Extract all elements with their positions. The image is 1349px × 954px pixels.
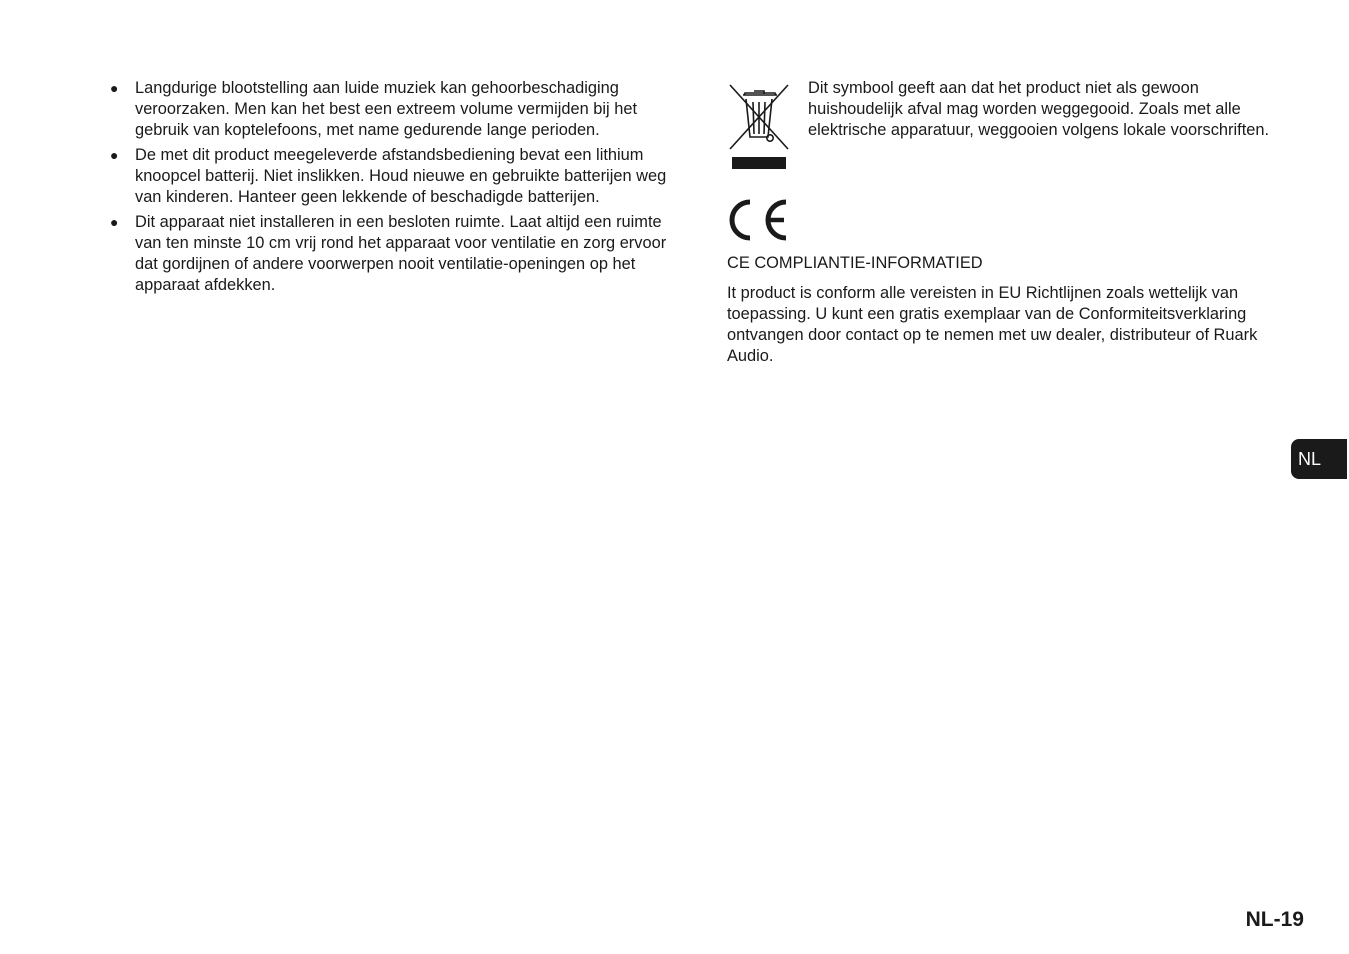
language-tab: NL: [1291, 439, 1347, 479]
safety-column: [108, 78, 683, 300]
list-item: [108, 212, 683, 296]
weee-text: Dit symbool geeft aan dat het product niet als gewoon huishoudelijk afval mag worden weggegooid. Zoals met alle elektrische apparatuur, weggooien volgens lokale voorschriften.: [808, 79, 1270, 139]
safety-bullet-list: [108, 78, 683, 296]
list-item: [108, 78, 683, 141]
page-number: NL-19: [1245, 908, 1304, 931]
ce-compliance-heading: CE COMPLIANTIE-INFORMATIED: [727, 254, 983, 272]
crossed-out-wheelie-bin-icon: [727, 82, 791, 170]
ce-mark-icon: [727, 198, 791, 242]
bullet-icon: ●: [110, 214, 119, 230]
bullet-text: Dit apparaat niet installeren in een besloten ruimte. Laat altijd een ruimte van ten minste 10 cm vrij rond het apparaat voor ventilatie en zorg ervoor dat gordijnen of andere voorwerpen nooit ventilatie-openingen op het apparaat afdekken.: [135, 213, 667, 294]
bullet-icon: ●: [110, 147, 119, 163]
bullet-text: Langdurige blootstelling aan luide muziek kan gehoorbeschadiging veroorzaken. Men kan het best een extreem volume vermijden bij het gebruik van koptelefoons, met name gedurende lange perioden.: [135, 79, 637, 139]
weee-notice: [727, 78, 1302, 174]
ce-compliance-paragraph: It product is conform alle vereisten in EU Richtlijnen zoals wettelijk van toepassing. U kunt een gratis exemplaar van de Conformiteitsverklaring ontvangen door contact op te nemen met uw dealer, distributeur of Ruark Audio.: [727, 284, 1258, 365]
bullet-text: De met dit product meegeleverde afstandsbediening bevat een lithium knoopcel batterij. Niet inslikken. Houd nieuwe en gebruikte batterijen weg van kinderen. Hanteer geen lekkende of beschadigde batterijen.: [135, 146, 667, 206]
list-item: [108, 145, 683, 208]
compliance-column: [727, 78, 1302, 365]
bullet-icon: ●: [110, 80, 119, 96]
